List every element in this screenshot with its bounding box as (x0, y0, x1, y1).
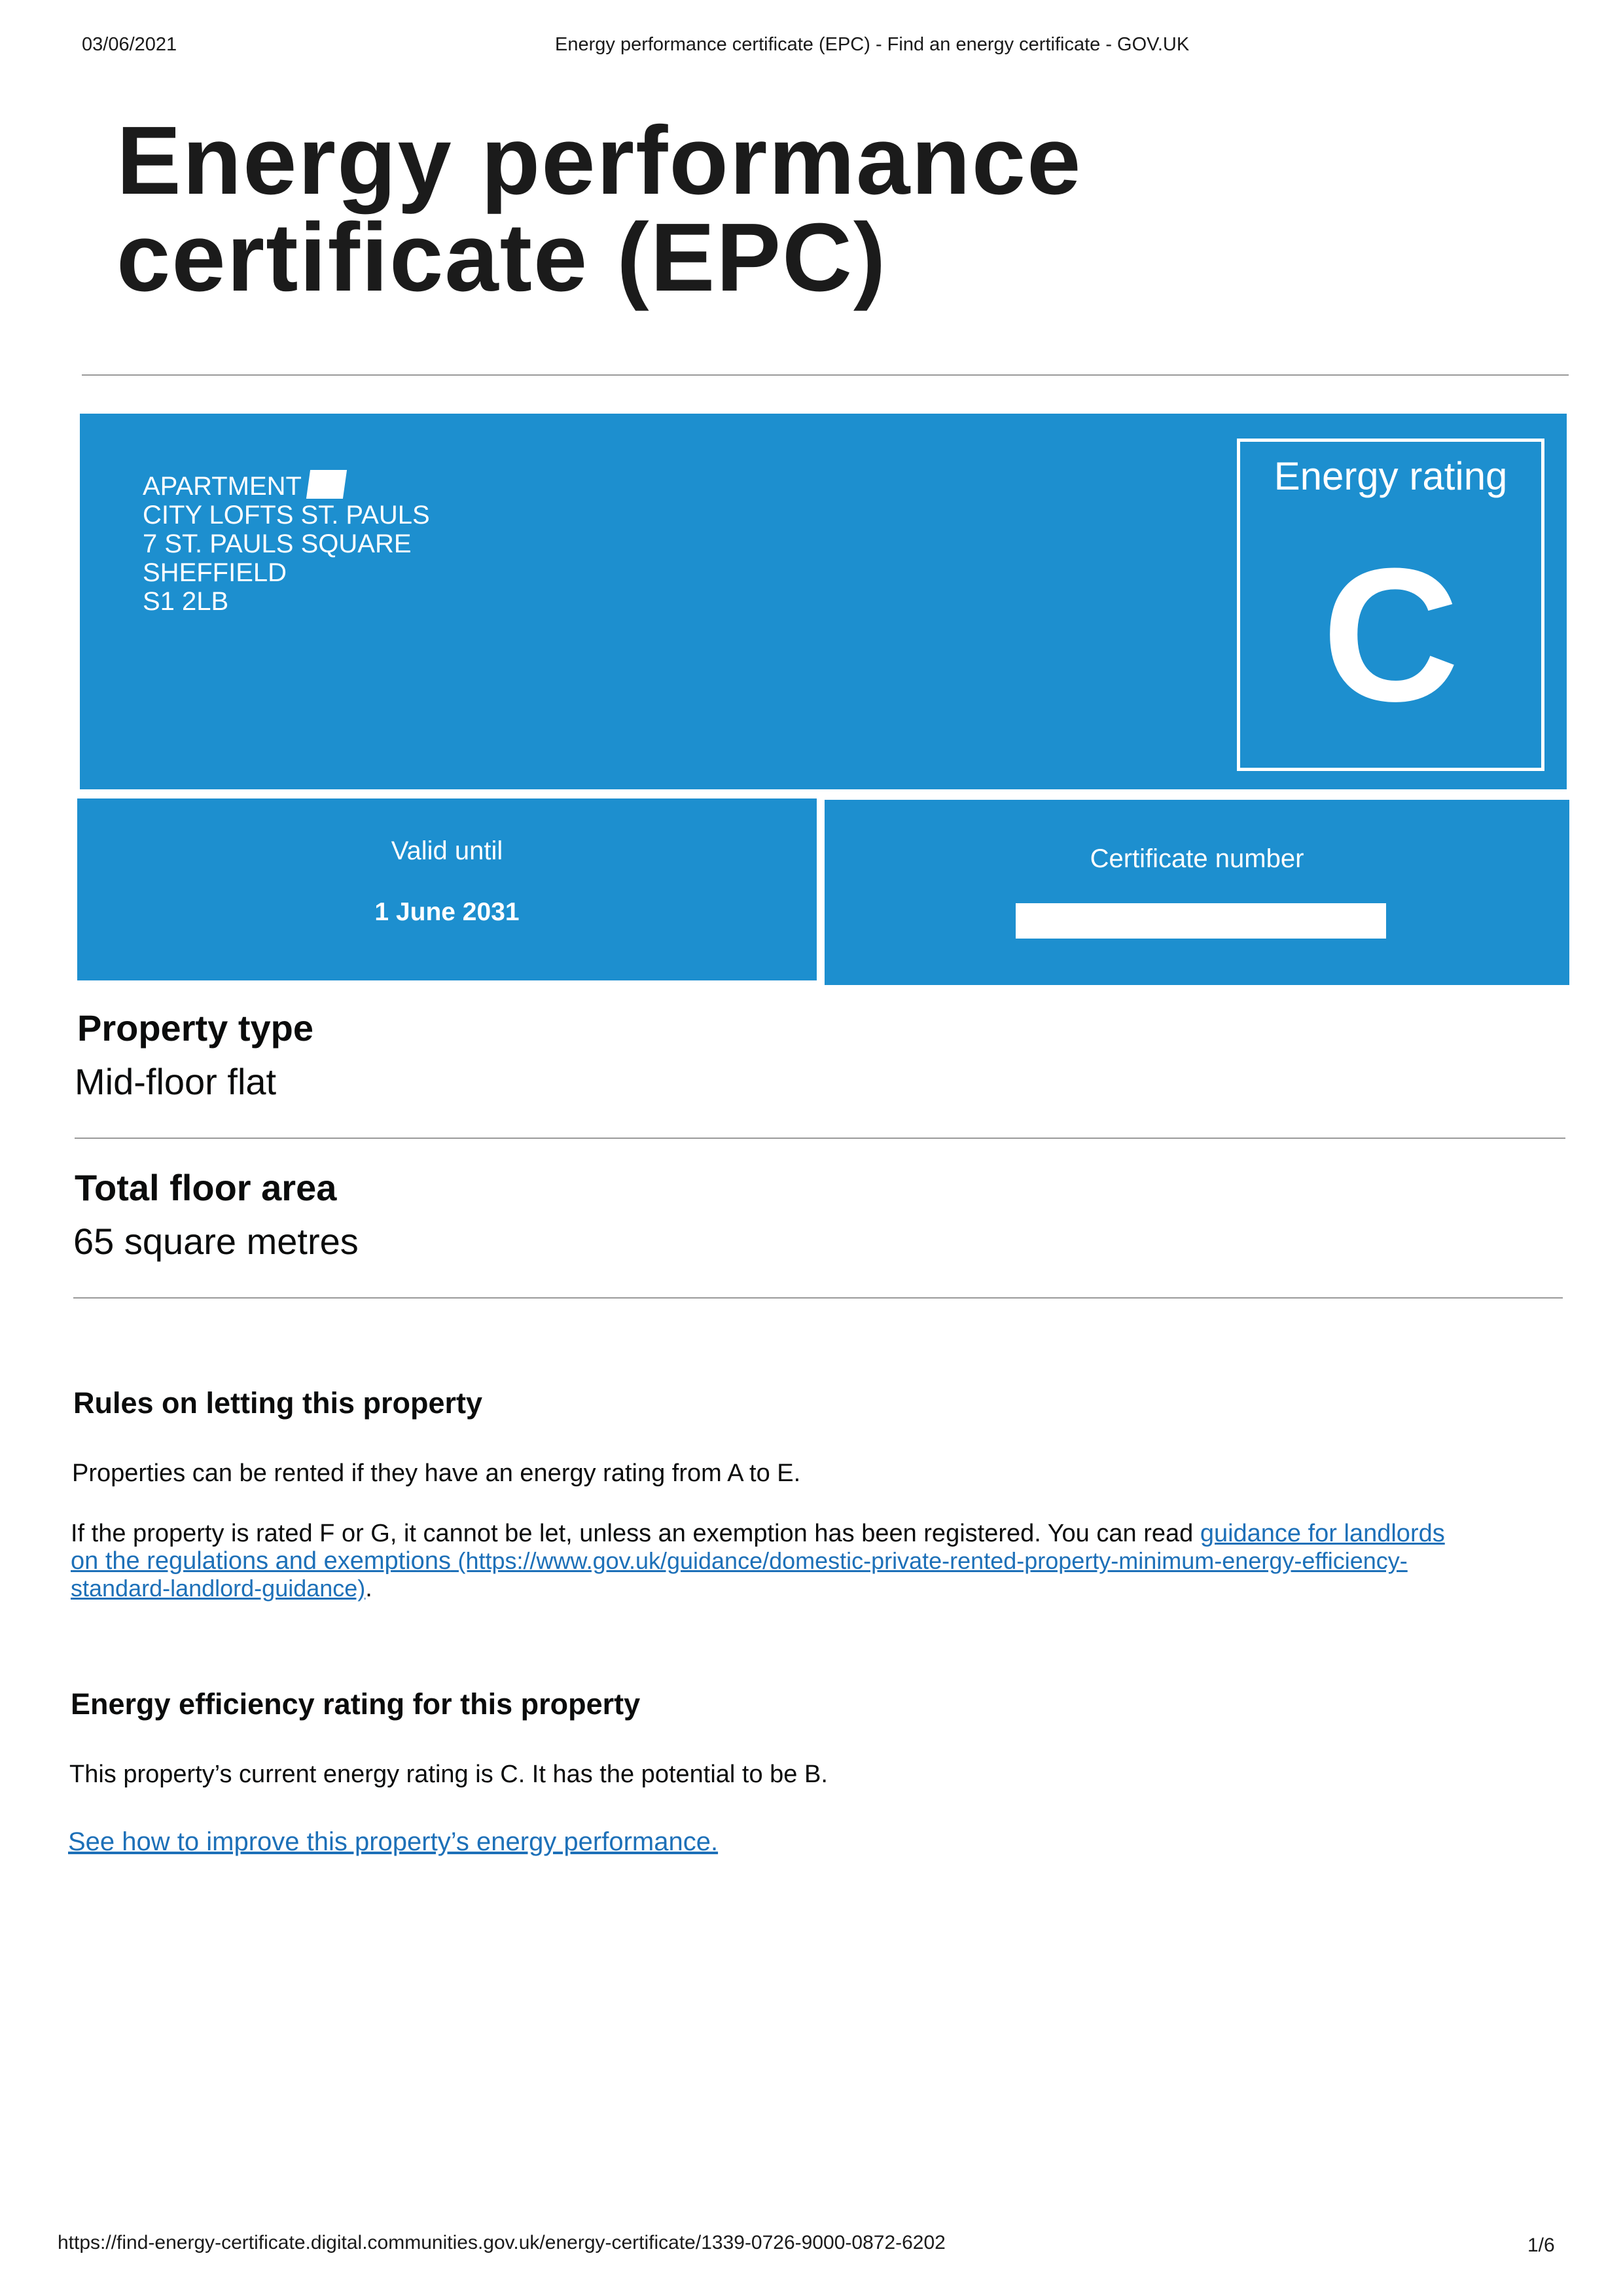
energy-rating-box (1237, 439, 1544, 771)
landlord-guidance-url: (https://www.gov.uk/guidance/domestic-private-rented-property-minimum-energy-efficiency- (457, 1547, 1408, 1574)
redaction-mark (1016, 903, 1386, 939)
address-apartment: APARTMENT (143, 472, 302, 501)
page-title: Energy performance certificate (EPC) (116, 107, 1082, 312)
exemption-text: If the property is rated F or G, it cannot be let, unless an exemption has been registered. You can read (71, 1520, 1200, 1547)
improve-energy-performance-link[interactable]: See how to improve this property’s energy performance. (68, 1827, 719, 1856)
property-address (143, 470, 430, 616)
address-line-1 (143, 470, 430, 501)
print-page-title: Energy performance certificate (EPC) - Find an energy certificate - GOV.UK (555, 34, 1190, 55)
valid-until-label: Valid until (391, 836, 503, 865)
address-postcode: S1 2LB (143, 587, 229, 616)
floor-area-heading: Total floor area (75, 1167, 337, 1208)
landlord-guidance-url-2: standard-landlord-guidance) (71, 1575, 366, 1602)
exemption-text-end: . (365, 1575, 372, 1602)
letting-rules-heading: Rules on letting this property (73, 1386, 483, 1420)
footer-url: https://find-energy-certificate.digital.communities.gov.uk/energy-certificate/1339-0726-9000-0872-6202 (58, 2232, 946, 2253)
redaction-mark (306, 470, 347, 499)
address-line-3: 7 ST. PAULS SQUARE (143, 529, 412, 558)
landlord-guidance-link-text: guidance for landlords (1200, 1520, 1445, 1547)
letting-rules-exemption-paragraph (71, 1520, 1569, 1602)
energy-rating-letter: C (1322, 529, 1459, 741)
efficiency-rating-paragraph: This property’s current energy rating is C. It has the potential to be B. (69, 1761, 828, 1788)
page-number: 1/6 (1527, 2234, 1555, 2256)
divider (73, 1297, 1563, 1299)
valid-until-panel (77, 798, 817, 980)
print-date: 03/06/2021 (82, 34, 177, 55)
landlord-guidance-link-text-2: on the regulations and exemptions (71, 1547, 451, 1575)
divider (82, 374, 1569, 376)
valid-until-date: 1 June 2031 (374, 898, 520, 926)
certificate-number-panel (825, 800, 1569, 985)
efficiency-rating-heading: Energy efficiency rating for this property (71, 1687, 641, 1721)
letting-rules-paragraph: Properties can be rented if they have an energy rating from A to E. (72, 1460, 801, 1487)
divider (75, 1138, 1565, 1139)
energy-rating-label: Energy rating (1274, 454, 1508, 498)
certificate-number-label: Certificate number (1090, 844, 1304, 873)
address-line-4: SHEFFIELD (143, 558, 287, 587)
address-line-2: CITY LOFTS ST. PAULS (143, 501, 430, 529)
property-type-heading: Property type (77, 1007, 313, 1049)
floor-area-value: 65 square metres (73, 1221, 359, 1262)
property-type-value: Mid-floor flat (75, 1061, 277, 1102)
